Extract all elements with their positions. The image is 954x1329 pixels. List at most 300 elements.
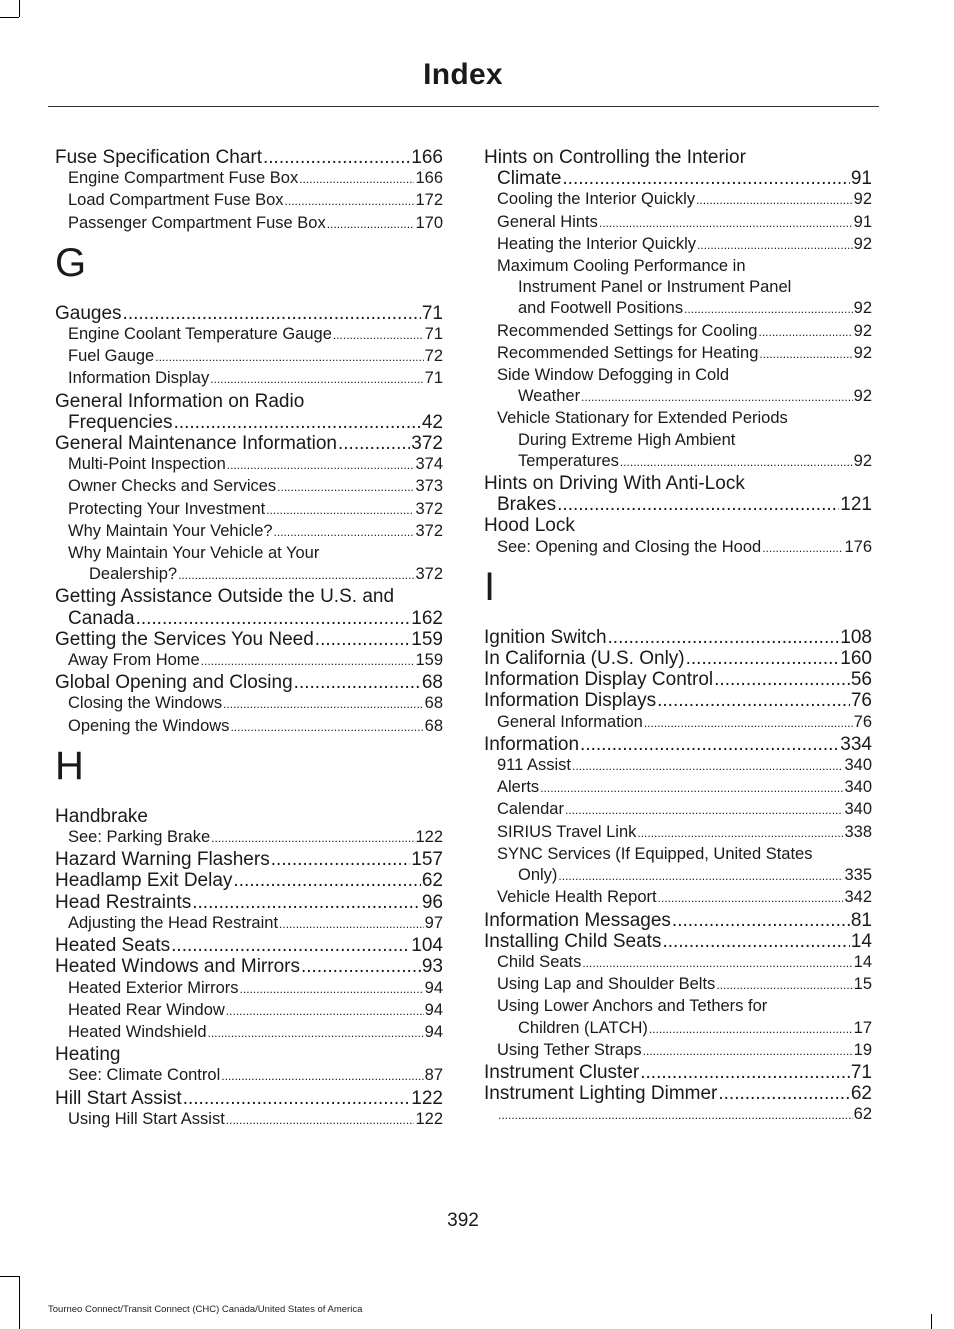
dot-leader bbox=[266, 500, 414, 521]
entry-page-number: 92 bbox=[853, 387, 872, 406]
entry-page-number: 68 bbox=[424, 694, 443, 713]
entry-label: Instrument Panel or Instrument Panel bbox=[518, 278, 792, 297]
index-entry bbox=[484, 734, 872, 755]
entry-page-number: 72 bbox=[424, 347, 443, 366]
dot-leader bbox=[263, 147, 410, 168]
dot-leader bbox=[649, 1019, 853, 1040]
dot-leader bbox=[221, 1066, 423, 1087]
index-subentry bbox=[484, 844, 872, 865]
index-entry bbox=[484, 473, 872, 494]
entry-page-number: 94 bbox=[424, 1022, 443, 1041]
entry-page-number: 76 bbox=[850, 690, 872, 712]
entry-page-number: 338 bbox=[844, 822, 872, 841]
dot-leader bbox=[233, 870, 420, 891]
entry-page-number: 92 bbox=[853, 234, 872, 253]
index-entry bbox=[484, 931, 872, 952]
dot-leader bbox=[582, 953, 852, 974]
entry-label: Maximum Cooling Performance in bbox=[497, 257, 746, 276]
entry-page-number: 162 bbox=[411, 607, 443, 629]
index-subentry bbox=[484, 451, 872, 473]
entry-label: Heated Seats bbox=[55, 935, 171, 957]
footer-text: Tourneo Connect/Transit Connect (CHC) Canada/United States of America bbox=[48, 1304, 363, 1315]
index-subentry bbox=[55, 412, 443, 433]
entry-page-number: 108 bbox=[840, 626, 872, 648]
index-subentry bbox=[484, 168, 872, 189]
entry-label: Ignition Switch bbox=[484, 626, 607, 648]
dot-leader bbox=[223, 694, 424, 715]
entry-page-number: 42 bbox=[421, 411, 443, 433]
entry-page-number: 92 bbox=[853, 451, 872, 470]
index-subentry bbox=[484, 822, 872, 844]
dot-leader bbox=[580, 734, 839, 755]
entry-label: Vehicle Health Report bbox=[497, 888, 657, 907]
entry-page-number: 335 bbox=[844, 866, 872, 885]
index-subentry bbox=[484, 996, 872, 1017]
dot-leader bbox=[178, 565, 414, 586]
entry-label: Information Display Control bbox=[484, 669, 714, 691]
index-entry bbox=[55, 870, 443, 891]
dot-leader bbox=[136, 608, 411, 629]
index-subentry bbox=[484, 974, 872, 996]
dot-leader bbox=[226, 1110, 415, 1131]
crop-mark bbox=[0, 17, 19, 18]
dot-leader bbox=[279, 914, 424, 935]
dot-leader bbox=[684, 299, 853, 320]
dot-leader bbox=[299, 169, 414, 190]
index-entry bbox=[484, 648, 872, 669]
entry-label: Calendar bbox=[497, 800, 564, 819]
entry-label: General Information bbox=[497, 712, 643, 731]
entry-page-number: 92 bbox=[853, 299, 872, 318]
index-subentry bbox=[484, 277, 872, 298]
entry-page-number: 340 bbox=[844, 800, 872, 819]
dot-leader bbox=[718, 1083, 849, 1104]
index-subentry bbox=[55, 978, 443, 1000]
dot-leader bbox=[643, 1041, 853, 1062]
index-entry bbox=[55, 433, 443, 454]
entry-label: SYNC Services (If Equipped, United States bbox=[497, 844, 813, 863]
index-subentry bbox=[55, 1065, 443, 1087]
index-subentry bbox=[55, 716, 443, 738]
entry-label: Headlamp Exit Delay bbox=[55, 870, 233, 892]
entry-label: Hints on Driving With Anti-Lock bbox=[484, 473, 745, 495]
entry-label: Getting the Services You Need bbox=[55, 628, 314, 650]
index-subentry bbox=[484, 1018, 872, 1040]
index-subentry bbox=[484, 430, 872, 451]
entry-label: Engine Compartment Fuse Box bbox=[68, 169, 299, 188]
entry-label: Heated Rear Window bbox=[68, 1000, 225, 1019]
index-entry bbox=[55, 303, 443, 324]
entry-label: Dealership? bbox=[89, 565, 178, 584]
dot-leader bbox=[338, 433, 410, 454]
entry-page-number: 92 bbox=[853, 321, 872, 340]
entry-label: Information Displays bbox=[484, 690, 657, 712]
index-subentry bbox=[55, 368, 443, 390]
entry-label: Global Opening and Closing bbox=[55, 672, 293, 694]
entry-page-number: 121 bbox=[840, 494, 872, 516]
dot-leader bbox=[315, 629, 411, 650]
dot-leader bbox=[155, 347, 423, 368]
index-entry bbox=[484, 690, 872, 711]
entry-page-number: 91 bbox=[850, 168, 872, 190]
index-entry bbox=[55, 147, 443, 168]
entry-page-number: 166 bbox=[415, 169, 443, 188]
dot-leader bbox=[662, 931, 849, 952]
dot-leader bbox=[183, 1088, 411, 1109]
entry-page-number: 71 bbox=[424, 369, 443, 388]
index-subentry bbox=[55, 454, 443, 476]
entry-label: Adjusting the Head Restraint bbox=[68, 913, 279, 932]
dot-leader bbox=[327, 214, 415, 235]
entry-page-number: 96 bbox=[421, 891, 443, 913]
entry-label: Fuel Gauge bbox=[68, 347, 155, 366]
index-subentry bbox=[484, 712, 872, 734]
entry-label: Multi-Point Inspection bbox=[68, 455, 226, 474]
entry-label: Frequencies bbox=[68, 411, 173, 433]
entry-label: Head Restraints bbox=[55, 891, 192, 913]
index-entry bbox=[55, 1044, 443, 1065]
index-entry bbox=[55, 892, 443, 913]
index-subentry bbox=[484, 494, 872, 515]
dot-leader bbox=[277, 477, 414, 498]
dot-leader bbox=[658, 888, 844, 909]
dot-leader bbox=[672, 910, 850, 931]
entry-label: Hill Start Assist bbox=[55, 1087, 182, 1109]
entry-page-number: 56 bbox=[850, 669, 872, 691]
entry-page-number: 71 bbox=[850, 1061, 872, 1083]
dot-leader bbox=[759, 344, 852, 365]
index-subentry bbox=[484, 408, 872, 429]
entry-page-number: 91 bbox=[853, 212, 872, 231]
index-subentry bbox=[55, 1022, 443, 1044]
entry-page-number: 340 bbox=[844, 778, 872, 797]
entry-label: Load Compartment Fuse Box bbox=[68, 191, 284, 210]
index-subentry bbox=[484, 386, 872, 408]
entry-label: Instrument Cluster bbox=[484, 1061, 640, 1083]
index-entry bbox=[484, 910, 872, 931]
dot-leader bbox=[240, 979, 424, 1000]
index-subentry bbox=[55, 499, 443, 521]
dot-leader bbox=[762, 538, 843, 559]
entry-page-number: 104 bbox=[411, 935, 443, 957]
index-subentry bbox=[484, 1104, 872, 1126]
index-subentry bbox=[55, 543, 443, 564]
entry-page-number: 166 bbox=[411, 147, 443, 168]
entry-label: Information Display bbox=[68, 369, 210, 388]
entry-page-number: 94 bbox=[424, 1000, 443, 1019]
entry-label: Heating bbox=[55, 1044, 121, 1066]
entry-page-number: 71 bbox=[424, 325, 443, 344]
entry-page-number: 160 bbox=[840, 648, 872, 670]
index-subentry bbox=[484, 952, 872, 974]
crop-mark bbox=[19, 1276, 20, 1329]
entry-label: Temperatures bbox=[518, 451, 619, 470]
crop-mark bbox=[931, 1314, 932, 1329]
entry-label: Children (LATCH) bbox=[518, 1018, 648, 1037]
section-letter: G bbox=[55, 240, 87, 285]
entry-page-number: 94 bbox=[424, 978, 443, 997]
entry-label: Using Lap and Shoulder Belts bbox=[497, 975, 716, 994]
index-subentry bbox=[484, 1040, 872, 1062]
entry-label: Heating the Interior Quickly bbox=[497, 234, 697, 253]
index-entry bbox=[484, 627, 872, 648]
entry-label: Vehicle Stationary for Extended Periods bbox=[497, 409, 788, 428]
entry-label: Away From Home bbox=[68, 651, 200, 670]
index-column-right bbox=[484, 147, 872, 1127]
entry-page-number: 374 bbox=[415, 455, 443, 474]
dot-leader bbox=[637, 823, 843, 844]
index-subentry bbox=[55, 476, 443, 498]
index-subentry bbox=[484, 189, 872, 211]
entry-label: Child Seats bbox=[497, 952, 582, 971]
entry-label: Passenger Compartment Fuse Box bbox=[68, 213, 326, 232]
index-entry bbox=[55, 1088, 443, 1109]
index-entry bbox=[55, 956, 443, 977]
dot-leader bbox=[201, 651, 415, 672]
index-subentry bbox=[484, 777, 872, 799]
index-subentry bbox=[484, 321, 872, 343]
index-entry bbox=[55, 672, 443, 693]
entry-label: Installing Child Seats bbox=[484, 930, 662, 952]
index-subentry bbox=[55, 564, 443, 586]
page-number: 392 bbox=[447, 1210, 479, 1231]
index-subentry bbox=[55, 324, 443, 346]
index-subentry bbox=[55, 693, 443, 715]
index-subentry bbox=[55, 168, 443, 190]
entry-page-number: 14 bbox=[853, 952, 872, 971]
entry-label: Hazard Warning Flashers bbox=[55, 849, 270, 871]
entry-label: Recommended Settings for Heating bbox=[497, 343, 759, 362]
entry-label: Getting Assistance Outside the U.S. and bbox=[55, 586, 395, 608]
dot-leader bbox=[123, 303, 421, 324]
dot-leader bbox=[174, 412, 421, 433]
entry-label: Climate bbox=[497, 168, 562, 190]
index-subentry bbox=[55, 521, 443, 543]
entry-label: Cooling the Interior Quickly bbox=[497, 190, 696, 209]
dot-leader bbox=[211, 828, 414, 849]
index-subentry bbox=[55, 213, 443, 235]
entry-page-number: 87 bbox=[424, 1066, 443, 1085]
entry-label: Weather bbox=[518, 387, 581, 406]
entry-label: Using Tether Straps bbox=[497, 1040, 642, 1059]
entry-label: Brakes bbox=[497, 494, 557, 516]
dot-leader bbox=[208, 1023, 424, 1044]
entry-page-number: 372 bbox=[415, 499, 443, 518]
entry-label: SIRIUS Travel Link bbox=[497, 822, 637, 841]
entry-page-number: 93 bbox=[421, 956, 443, 978]
dot-leader bbox=[274, 522, 415, 543]
entry-label: Information Messages bbox=[484, 909, 671, 931]
entry-page-number: 372 bbox=[411, 433, 443, 455]
dot-leader bbox=[557, 494, 839, 515]
dot-leader bbox=[640, 1062, 850, 1083]
index-entry bbox=[484, 147, 872, 168]
entry-page-number: 15 bbox=[853, 975, 872, 994]
crop-mark bbox=[19, 0, 20, 17]
entry-page-number: 159 bbox=[411, 628, 443, 650]
entry-page-number: 92 bbox=[853, 343, 872, 362]
entry-label: During Extreme High Ambient bbox=[518, 430, 736, 449]
crop-mark bbox=[0, 1276, 19, 1277]
entry-label: Owner Checks and Services bbox=[68, 477, 277, 496]
entry-page-number: 122 bbox=[415, 1109, 443, 1128]
index-subentry bbox=[55, 827, 443, 849]
index-subentry bbox=[55, 1000, 443, 1022]
index-subentry bbox=[55, 650, 443, 672]
dot-leader bbox=[697, 235, 853, 256]
index-subentry bbox=[55, 346, 443, 368]
entry-label: Instrument Lighting Dimmer bbox=[484, 1083, 718, 1105]
index-entry bbox=[55, 849, 443, 870]
index-subentry bbox=[484, 755, 872, 777]
index-entry bbox=[55, 806, 443, 827]
entry-page-number: 68 bbox=[421, 672, 443, 694]
entry-label: See: Climate Control bbox=[68, 1066, 221, 1085]
entry-label: Canada bbox=[68, 607, 135, 629]
dot-leader bbox=[333, 325, 424, 346]
entry-label: See: Opening and Closing the Hood bbox=[497, 537, 762, 556]
dot-leader bbox=[686, 648, 840, 669]
entry-page-number: 340 bbox=[844, 756, 872, 775]
entry-page-number: 71 bbox=[421, 302, 443, 324]
index-subentry bbox=[55, 1109, 443, 1131]
index-entry bbox=[55, 586, 443, 607]
dot-leader bbox=[581, 387, 853, 408]
entry-label: Using Lower Anchors and Tethers for bbox=[497, 997, 768, 1016]
entry-page-number: 81 bbox=[850, 909, 872, 931]
dot-leader bbox=[192, 892, 421, 913]
entry-page-number: 122 bbox=[411, 1087, 443, 1109]
entry-page-number: 159 bbox=[415, 651, 443, 670]
entry-page-number: 172 bbox=[415, 191, 443, 210]
entry-page-number: 170 bbox=[415, 213, 443, 232]
entry-label: General Hints bbox=[497, 212, 598, 231]
entry-page-number: 76 bbox=[853, 712, 872, 731]
entry-page-number: 372 bbox=[415, 521, 443, 540]
entry-page-number: 122 bbox=[415, 828, 443, 847]
entry-label: In California (U.S. Only) bbox=[484, 648, 685, 670]
dot-leader bbox=[716, 975, 852, 996]
dot-leader bbox=[171, 935, 410, 956]
dot-leader bbox=[562, 168, 849, 189]
entry-page-number: 373 bbox=[415, 477, 443, 496]
dot-leader bbox=[285, 191, 415, 212]
index-subentry bbox=[55, 190, 443, 212]
index-column-left bbox=[55, 147, 443, 1131]
entry-label: Opening the Windows bbox=[68, 716, 230, 735]
index-subentry bbox=[55, 913, 443, 935]
index-entry bbox=[484, 1062, 872, 1083]
entry-label: General Maintenance Information bbox=[55, 433, 337, 455]
section-letter: I bbox=[484, 564, 496, 609]
dot-leader bbox=[210, 369, 423, 390]
entry-page-number: 62 bbox=[850, 1083, 872, 1105]
dot-leader bbox=[714, 669, 850, 690]
entry-label: Why Maintain Your Vehicle? bbox=[68, 521, 273, 540]
index-subentry bbox=[484, 212, 872, 234]
entry-page-number: 17 bbox=[853, 1018, 872, 1037]
entry-label: Handbrake bbox=[55, 805, 148, 827]
entry-label: Heated Windows and Mirrors bbox=[55, 956, 300, 978]
index-subentry bbox=[484, 799, 872, 821]
entry-label: General Information on Radio bbox=[55, 390, 305, 412]
dot-leader bbox=[758, 322, 852, 343]
entry-page-number: 342 bbox=[844, 888, 872, 907]
entry-label: Only) bbox=[518, 866, 558, 885]
index-subentry bbox=[55, 608, 443, 629]
dot-leader bbox=[226, 1001, 424, 1022]
entry-page-number: 92 bbox=[853, 190, 872, 209]
dot-leader bbox=[271, 849, 411, 870]
dot-leader bbox=[301, 956, 421, 977]
index-entry bbox=[55, 629, 443, 650]
entry-label: See: Parking Brake bbox=[68, 828, 211, 847]
dot-leader bbox=[572, 756, 843, 777]
entry-label: Side Window Defogging in Cold bbox=[497, 366, 730, 385]
index-subentry bbox=[484, 343, 872, 365]
dot-leader bbox=[558, 866, 843, 887]
index-subentry bbox=[484, 234, 872, 256]
index-entry bbox=[484, 515, 872, 536]
dot-leader bbox=[620, 452, 853, 473]
entry-page-number: 62 bbox=[853, 1105, 872, 1124]
index-subentry bbox=[484, 865, 872, 887]
index-subentry bbox=[484, 256, 872, 277]
entry-label: Closing the Windows bbox=[68, 694, 223, 713]
entry-label: Fuse Specification Chart bbox=[55, 147, 262, 168]
index-subentry bbox=[484, 887, 872, 909]
index-entry bbox=[484, 1083, 872, 1104]
page-title: Index bbox=[423, 58, 503, 91]
entry-label: Hints on Controlling the Interior bbox=[484, 147, 746, 168]
dot-leader bbox=[644, 713, 853, 734]
dot-leader bbox=[540, 778, 843, 799]
index-entry bbox=[484, 669, 872, 690]
entry-label: Why Maintain Your Vehicle at Your bbox=[68, 544, 320, 563]
entry-label: Heated Windshield bbox=[68, 1022, 207, 1041]
entry-page-number: 19 bbox=[853, 1040, 872, 1059]
entry-label: Using Hill Start Assist bbox=[68, 1109, 225, 1128]
dot-leader bbox=[696, 190, 853, 211]
entry-label: Engine Coolant Temperature Gauge bbox=[68, 325, 332, 344]
dot-leader bbox=[608, 627, 840, 648]
entry-page-number: 62 bbox=[421, 870, 443, 892]
index-subentry bbox=[484, 365, 872, 386]
dot-leader bbox=[227, 455, 415, 476]
entry-page-number: 176 bbox=[844, 537, 872, 556]
index-subentry bbox=[484, 298, 872, 320]
entry-label: Protecting Your Investment bbox=[68, 499, 266, 518]
entry-page-number: 68 bbox=[424, 716, 443, 735]
dot-leader bbox=[230, 717, 423, 738]
entry-page-number: 372 bbox=[415, 565, 443, 584]
entry-label: 911 Assist bbox=[497, 756, 571, 775]
entry-label: Heated Exterior Mirrors bbox=[68, 978, 239, 997]
dot-leader bbox=[599, 213, 853, 234]
entry-label: Hood Lock bbox=[484, 515, 575, 537]
entry-label: Gauges bbox=[55, 302, 122, 324]
index-entry bbox=[55, 391, 443, 412]
dot-leader bbox=[498, 1105, 853, 1126]
dot-leader bbox=[294, 672, 421, 693]
entry-page-number: 97 bbox=[424, 913, 443, 932]
dot-leader bbox=[657, 690, 850, 711]
entry-page-number: 334 bbox=[840, 733, 872, 755]
entry-page-number: 14 bbox=[850, 930, 872, 952]
index-subentry bbox=[484, 537, 872, 559]
entry-page-number: 157 bbox=[411, 849, 443, 871]
title-rule bbox=[48, 106, 879, 107]
